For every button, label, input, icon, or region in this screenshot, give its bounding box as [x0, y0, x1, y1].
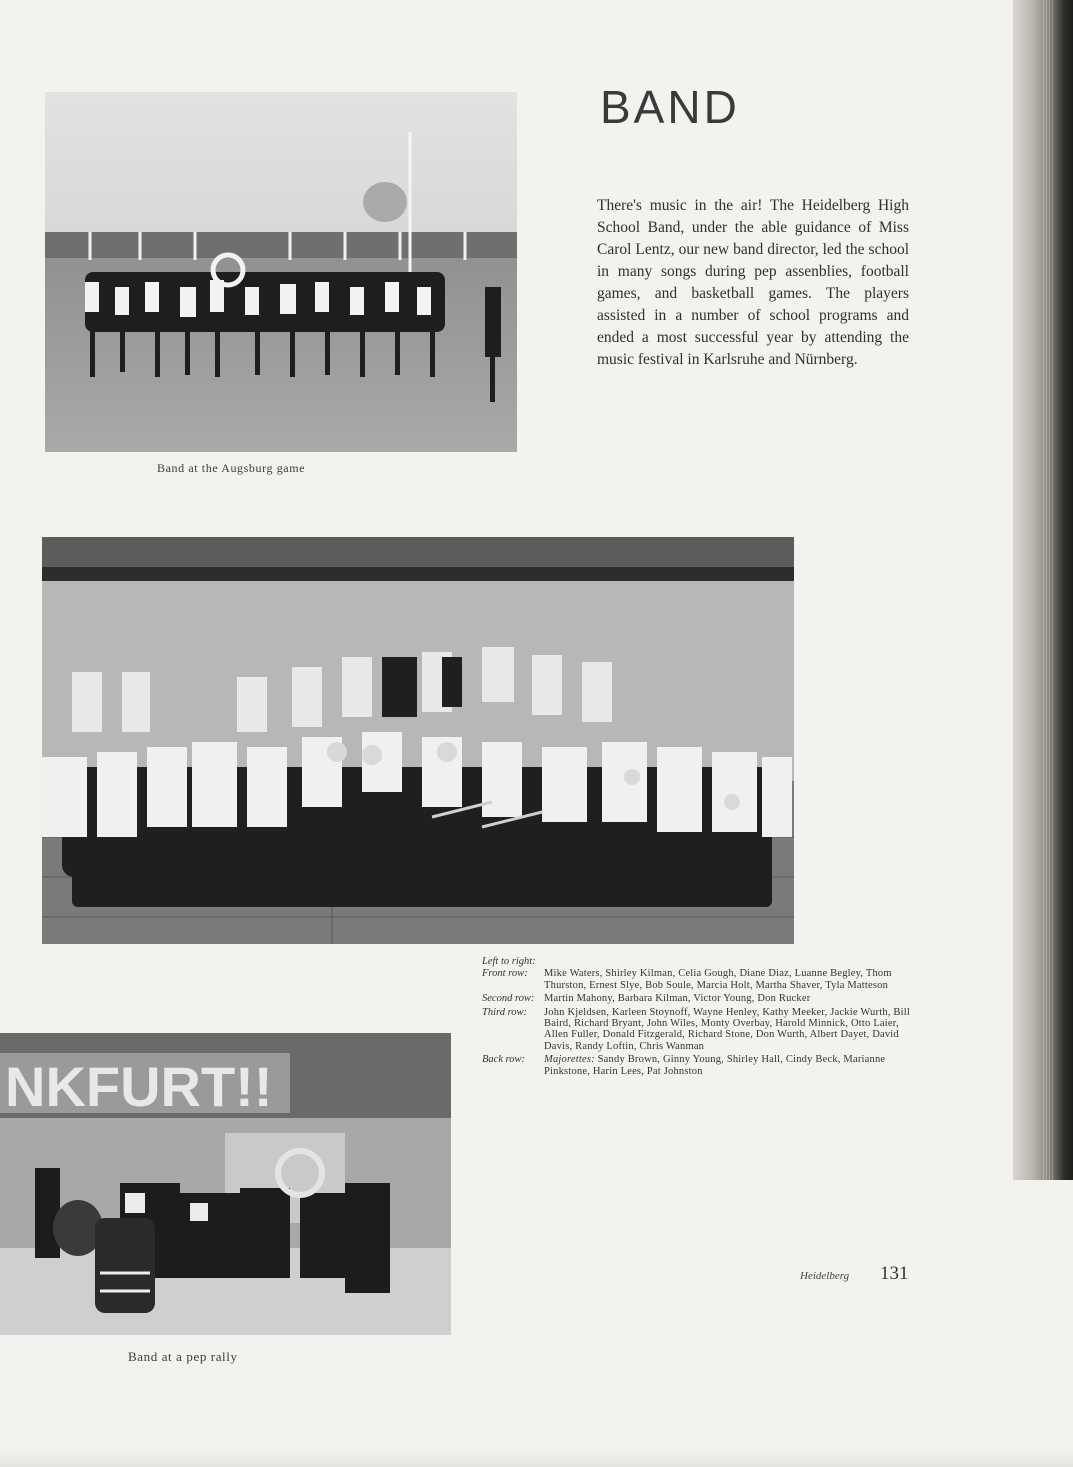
roster-label: Third row:: [482, 1006, 528, 1018]
pep-rally-caption: Band at a pep rally: [128, 1349, 238, 1364]
augsburg-game-photo: [45, 92, 517, 452]
page-stack-lines: [1043, 0, 1055, 1180]
page-bottom-shadow: [0, 1450, 1073, 1467]
roster-row-third: [482, 1007, 922, 1053]
roster-row-back: [482, 1054, 922, 1077]
band-group-photo: [42, 537, 794, 944]
roster-label: Front row:: [482, 968, 528, 980]
roster-label: Second row:: [482, 993, 535, 1005]
intro-paragraph: There's music in the air! The Heidelberg High School Band, under the able guidance of Miss Carol Lentz, our new band director, led the school in many songs during pep assenblies, football games, and basketball games. The players assisted in a number of school programs and ended a most successful year by attending the music festival in Karlsruhe and Nürnberg.: [597, 197, 909, 368]
roster-heading: Left to right:: [482, 956, 536, 967]
roster-row-second: [482, 993, 922, 1004]
augsburg-game-caption: Band at the Augsburg game: [157, 461, 306, 475]
roster-names: John Kjeldsen, Karleen Stoynoff, Wayne Henley, Kathy Meeker, Jackie Wurth, Bill Baird, Richard Bryant, John Wiles, Monty Overbay, Harold Minnick, Otto Laier, Allen Fuller, Donald Fitzgerald, Richard Stone, Don Wurth, Albert Dayet, David Davis, Randy Loftin, Chris Wanman: [544, 1006, 910, 1052]
roster-label: Back row:: [482, 1054, 526, 1066]
page-title: BAND: [600, 81, 740, 133]
roster-row-front: [482, 968, 922, 991]
majorettes-label: Majorettes:: [544, 1054, 595, 1066]
roster-names: Martin Mahony, Barbara Kilman, Victor Young, Don Rucker: [544, 993, 811, 1005]
pep-rally-photo: [0, 1033, 451, 1335]
roster-list: [482, 956, 922, 1079]
banner-text: NKFURT!!: [5, 1055, 273, 1118]
footer-school-name: Heidelberg: [800, 1270, 850, 1282]
page-number: 131: [880, 1263, 909, 1284]
majorettes-names: Sandy Brown, Ginny Young, Shirley Hall, Cindy Beck, Marianne Pinkstone, Harin Lees, Pat Johnston: [544, 1054, 886, 1077]
roster-names: [544, 1054, 922, 1077]
roster-names: Mike Waters, Shirley Kilman, Celia Gough, Diane Diaz, Luanne Begley, Thom Thurston, Ernest Slye, Bob Soule, Marcia Holt, Martha Shaver, Tyla Matteson: [544, 968, 892, 991]
